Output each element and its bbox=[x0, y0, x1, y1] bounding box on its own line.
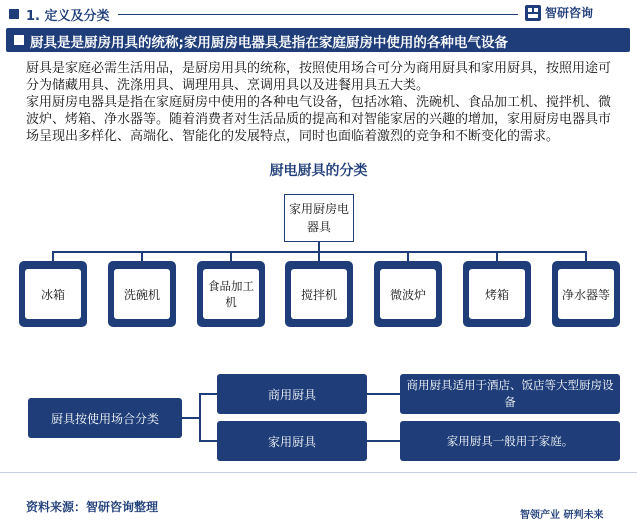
category-node-oven bbox=[463, 261, 531, 327]
category-connector bbox=[318, 251, 320, 261]
header-divider bbox=[118, 14, 518, 15]
brand-logo bbox=[525, 4, 593, 21]
category-node-microwave bbox=[374, 261, 442, 327]
type-node-home: 家用厨具 bbox=[217, 421, 367, 461]
category-connector bbox=[585, 251, 587, 261]
section-marker-icon bbox=[9, 9, 19, 19]
category-label: 食品加工机 bbox=[203, 269, 259, 319]
page-header bbox=[0, 0, 637, 28]
category-node-blender bbox=[285, 261, 353, 327]
category-connector bbox=[230, 251, 232, 261]
source-note: 资料来源：智研咨询整理 bbox=[26, 500, 159, 514]
summary-banner bbox=[6, 28, 630, 52]
category-label: 烤箱 bbox=[469, 269, 525, 319]
usage-connector bbox=[182, 417, 200, 419]
brand-logo-icon bbox=[525, 5, 541, 21]
category-node-water-purifier bbox=[552, 261, 620, 327]
usage-branch-line bbox=[199, 393, 201, 442]
category-label: 净水器等 bbox=[558, 269, 614, 319]
brand-slogan: 智领产业 研判未来 bbox=[520, 510, 604, 521]
category-connector bbox=[496, 251, 498, 261]
category-label: 洗碗机 bbox=[114, 269, 170, 319]
banner-text: 厨具是是厨房用具的统称;家用厨房电器具是指在家庭厨房中使用的各种电气设备 bbox=[30, 35, 508, 51]
category-label: 搅拌机 bbox=[291, 269, 347, 319]
definition-paragraph-appliances: 家用厨房电器具是指在家庭厨房中使用的各种电气设备，包括冰箱、洗碗机、食品加工机、搅拌机、微波炉、烤箱、净水器等。随着消费者对生活品质的提高和对智能家居的兴趣的增加，家用厨房电器具市场呈现出多样化、高端化、智能化的发展特点，同时也面临着激烈的竞争和不断变化的需求。 bbox=[26, 95, 612, 144]
category-node-dishwasher bbox=[108, 261, 176, 327]
category-connector bbox=[141, 251, 143, 261]
desc-node-commercial: 商用厨具适用于酒店、饭店等大型厨房设备 bbox=[400, 374, 620, 414]
category-label: 冰箱 bbox=[25, 269, 81, 319]
desc-node-home: 家用厨具一般用于家庭。 bbox=[400, 421, 620, 461]
desc-connector bbox=[367, 393, 400, 395]
desc-connector bbox=[367, 440, 400, 442]
diagram-title: 厨电厨具的分类 bbox=[269, 163, 368, 179]
usage-connector bbox=[199, 440, 217, 442]
section-title: 1. 定义及分类 bbox=[26, 9, 110, 24]
usage-root-node: 厨具按使用场合分类 bbox=[28, 398, 182, 438]
type-node-commercial: 商用厨具 bbox=[217, 374, 367, 414]
definition-paragraph-kitchenware: 厨具是家庭必需生活用品，是厨房用具的统称，按照使用场合可分为商用厨具和家用厨具，按照用途可分为储藏用具、洗涤用具、调理用具、烹调用具以及进餐用具五大类。 bbox=[26, 61, 612, 93]
category-node-fridge bbox=[19, 261, 87, 327]
usage-connector bbox=[199, 393, 217, 395]
footer-divider bbox=[0, 472, 637, 473]
appliance-root-node: 家用厨房电器具 bbox=[284, 194, 354, 242]
category-connector bbox=[407, 251, 409, 261]
brand-logo-text: 智研咨询 bbox=[545, 6, 594, 20]
category-connector bbox=[52, 251, 54, 261]
category-node-food-processor bbox=[197, 261, 265, 327]
category-label: 微波炉 bbox=[380, 269, 436, 319]
banner-marker-icon bbox=[14, 35, 24, 45]
